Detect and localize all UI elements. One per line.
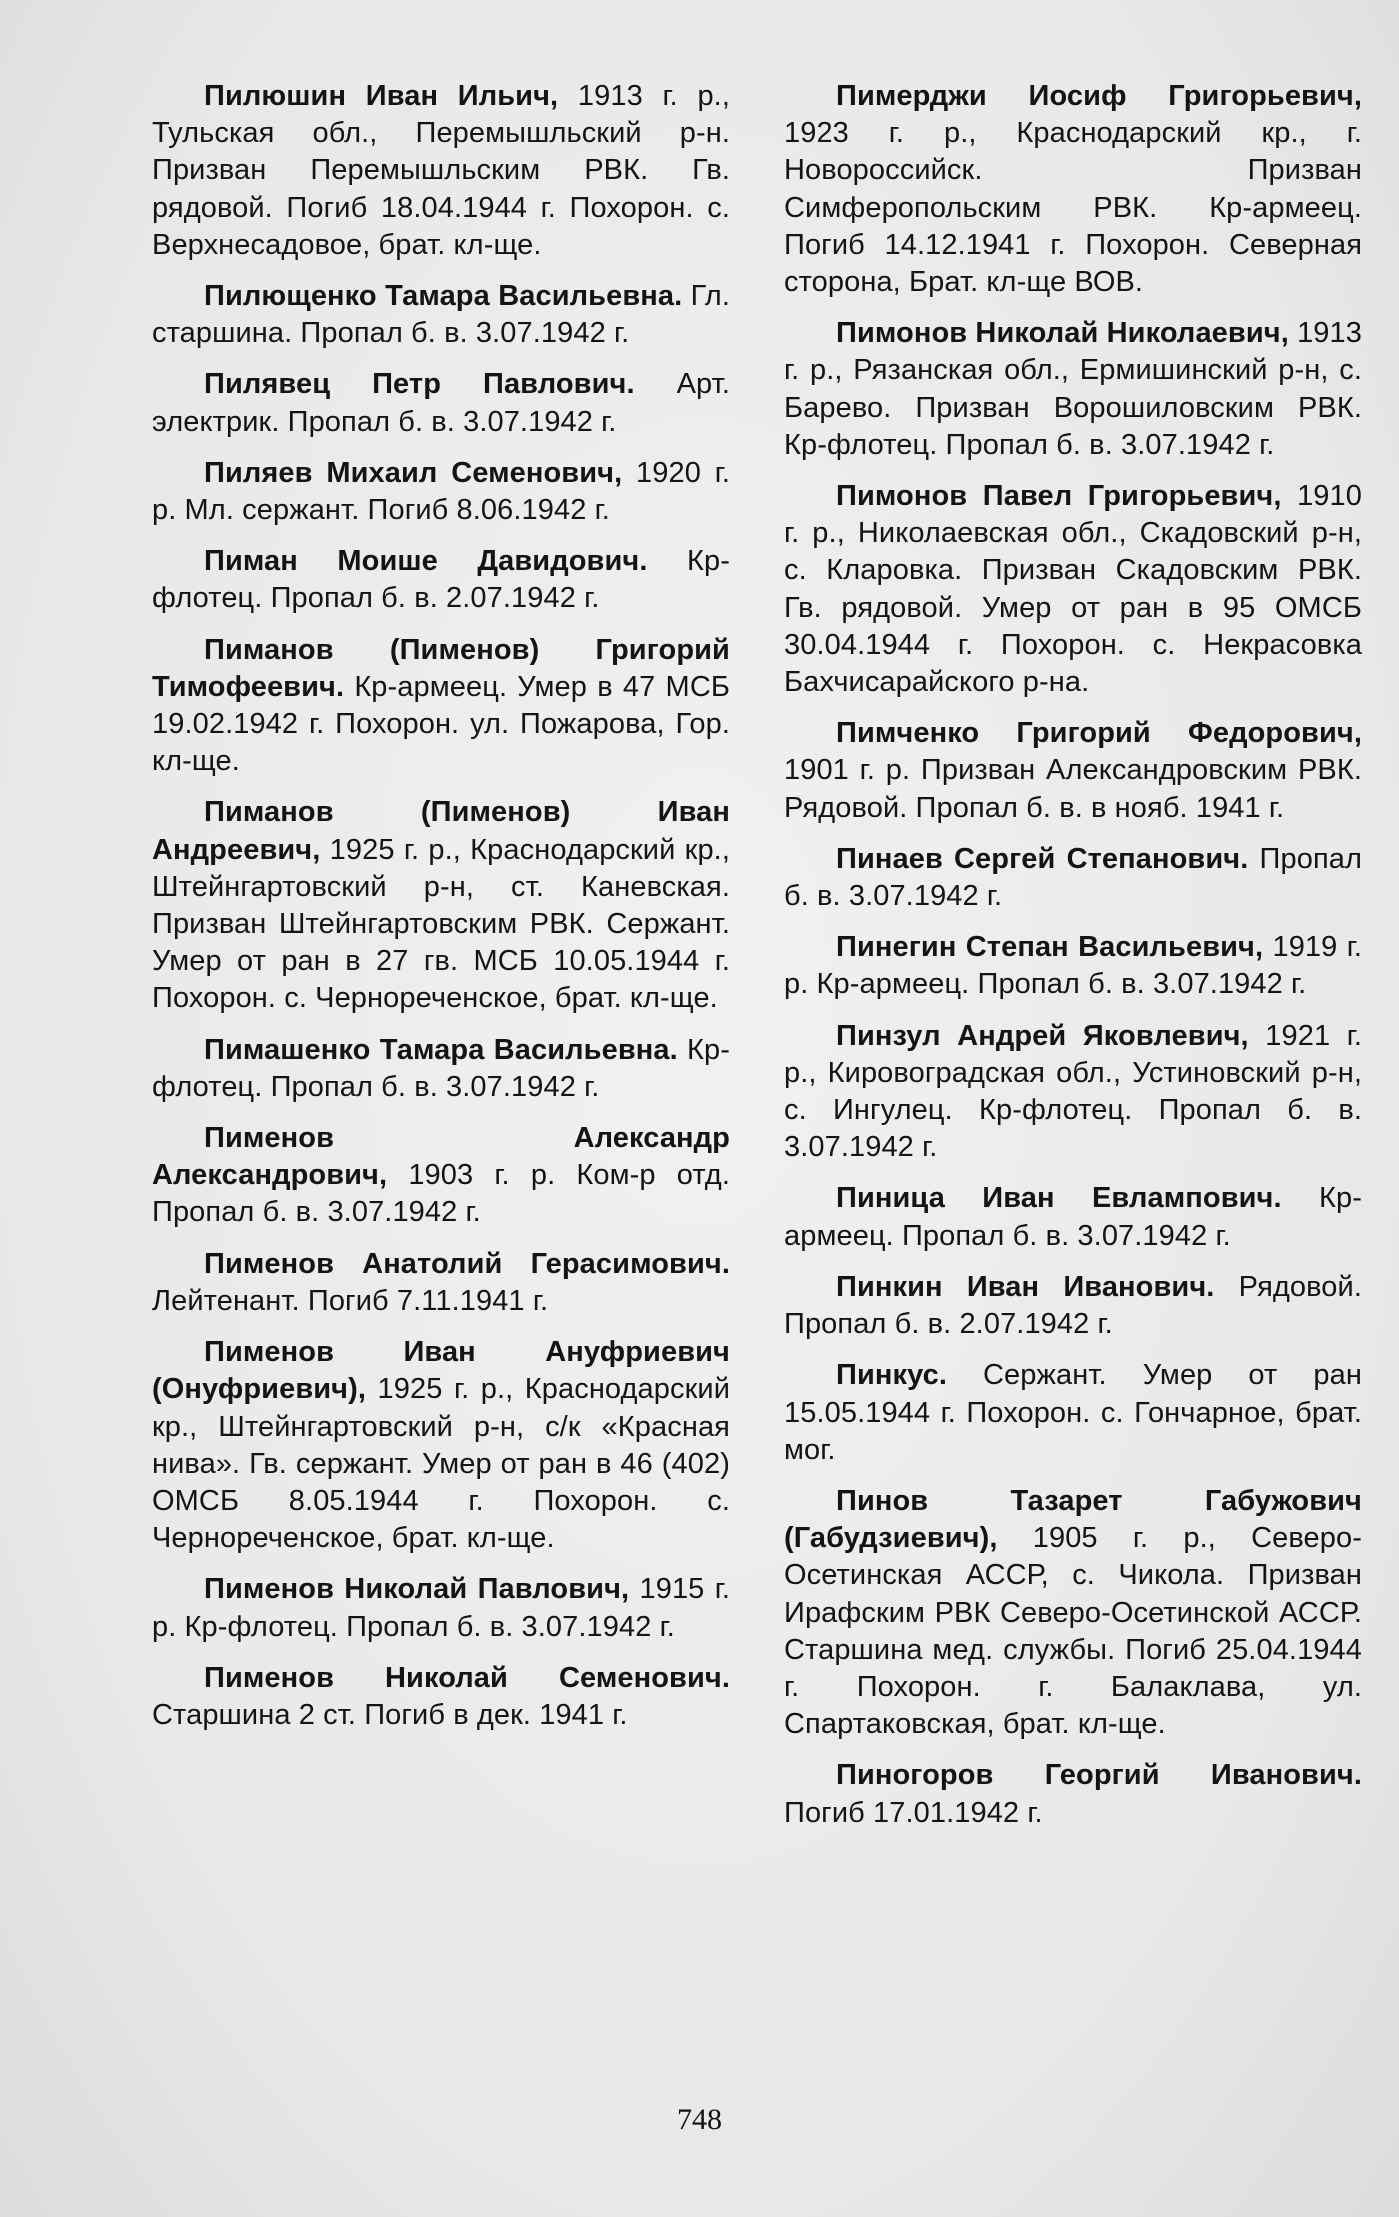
entry-text: 1919 г. р. Кр-армеец. Пропал б. в. 3.07.1942 г. (784, 931, 1362, 1001)
entry-text: Арт. электрик. Пропал б. в. 3.07.1942 г. (152, 368, 730, 438)
entry-text: Гл. старшина. Пропал б. в. 3.07.1942 г. (152, 280, 730, 350)
entry (784, 929, 1362, 1003)
entry-name: Пиман Моише Давидович. (204, 545, 648, 578)
entry (152, 455, 730, 529)
entry-name: Пиманов (Пименов) Иван Андреевич, (152, 796, 730, 866)
entry (784, 1180, 1362, 1254)
entry-name: Пинов Тазарет Габужович (Габудзиевич), (784, 1484, 1362, 1555)
entry (152, 632, 730, 781)
entry-text: 1925 г. р., Краснодарский кр., Штейнгартовский р-н, ст. Каневская. Призван Штейнгартовским РВК. Сержант. Умер от ран в 27 гв. МСБ 10.05.1944 г. Похорон. с. Чернореченское, брат. кл-ще. (152, 833, 730, 1015)
entry-text: 1905 г. р., Северо-Осетинская АССР, с. Чикола. Призван Ирафским РВК Северо-Осетинской АССР. Старшина мед. службы. Погиб 25.04.1944 г. Похорон. г. Балаклава, ул. Спартаковская, брат. кл-ще. (784, 1522, 1362, 1741)
entry-name: Пименов Иван Ануфриевич (Онуфриевич), (152, 1336, 730, 1406)
entry-name: Пимонов Николай Николаевич, (836, 317, 1289, 350)
entry (784, 715, 1362, 827)
entry (152, 1334, 730, 1557)
entry (152, 1032, 730, 1106)
entry-text: 1910 г. р., Николаевская обл., Скадовский р-н, с. Кларовка. Призван Скадовским РВК. Гв. рядовой. Умер от ран в 95 ОМСБ 30.04.1944 г. Похорон. с. Некрасовка Бахчисарайского р-на. (784, 480, 1362, 699)
left-column (152, 78, 730, 1748)
entry-text: Лейтенант. Погиб 7.11.1941 г. (152, 1284, 549, 1317)
entry (152, 366, 730, 440)
entry (152, 1246, 730, 1320)
entry (784, 1483, 1362, 1743)
entry-name: Пилявец Петр Павлович. (204, 368, 635, 401)
entry-name: Пименов Александр Александрович, (152, 1122, 730, 1192)
entry (784, 1357, 1362, 1469)
entry-name: Пимонов Павел Григорьевич, (836, 480, 1282, 513)
entry (152, 543, 730, 617)
entry-text: Рядовой. Пропал б. в. 2.07.1942 г. (784, 1270, 1362, 1341)
entry-name: Пимерджи Иосиф Григорьевич, (836, 80, 1362, 112)
entry-text: 1901 г. р. Призван Александровским РВК. Рядовой. Пропал б. в. в нояб. 1941 г. (784, 754, 1362, 824)
entry-text: 1923 г. р., Краснодарский кр., г. Новороссийск. Призван Симферопольским РВК. Кр-армеец. Погиб 14.12.1941 г. Похорон. Северная сторона, Брат. кл-ще ВОВ. (784, 117, 1362, 299)
entry (784, 478, 1362, 701)
entry (784, 315, 1362, 464)
entry (784, 1269, 1362, 1343)
entry-name: Пилющенко Тамара Васильевна. (204, 280, 683, 313)
entry-text: Сержант. Умер от ран 15.05.1944 г. Похорон. с. Гончарное, брат. мог. (784, 1359, 1362, 1466)
entry-text: Старшина 2 ст. Погиб в дек. 1941 г. (152, 1698, 628, 1731)
entry-text: 1921 г. р., Кировоградская обл., Устиновский р-н, с. Ингулец. Кр-флотец. Пропал б. в. 3.07.1942 г. (784, 1019, 1362, 1164)
entry-name: Пиногоров Георгий Иванович. (836, 1759, 1362, 1792)
entry (152, 1660, 730, 1734)
entry (152, 78, 730, 264)
entry-name: Пинаев Сергей Степанович. (836, 842, 1249, 875)
entry-text: Кр-армеец. Умер в 47 МСБ 19.02.1942 г. Похорон. ул. Пожарова, Гор. кл-ще. (152, 670, 730, 778)
entry-name: Пиница Иван Евлампович. (836, 1182, 1282, 1215)
entry (152, 1571, 730, 1645)
entry-name: Пимченко Григорий Федорович, (836, 717, 1362, 750)
entry-name: Пинкин Иван Иванович. (836, 1270, 1215, 1303)
entry-text: 1913 г. р., Рязанская обл., Ермишинский р-н, с. Барево. Призван Ворошиловским РВК. Кр-флотец. Пропал б. в. 3.07.1942 г. (784, 317, 1362, 461)
entry-text: Погиб 17.01.1942 г. (784, 1796, 1043, 1829)
page-number: 748 (677, 2103, 722, 2136)
right-column (784, 78, 1362, 1846)
entry (784, 1757, 1362, 1831)
entry-name: Пименов Николай Павлович, (204, 1573, 630, 1606)
entry (152, 1120, 730, 1232)
entry-text: 1915 г. р. Кр-флотец. Пропал б. в. 3.07.1942 г. (152, 1573, 730, 1643)
entry-text: 1913 г. р., Тульская обл., Перемышльский р-н. Призван Перемышльским РВК. Гв. рядовой. Погиб 18.04.1944 г. Похорон. с. Верхнесадовое, брат. кл-ще. (152, 80, 731, 261)
entry-name: Пилюшин Иван Ильич, (204, 80, 559, 112)
entry (152, 794, 730, 1017)
entry-name: Пиляев Михаил Семенович, (204, 456, 623, 489)
entry-name: Пименов Николай Семенович. (204, 1661, 730, 1694)
entry-name: Пиманов (Пименов) Григорий Тимофеевич. (152, 633, 730, 703)
entry-text: 1920 г. р. Мл. сержант. Погиб 8.06.1942 г. (152, 456, 730, 527)
entry-text: 1903 г. р. Ком-р отд. Пропал б. в. 3.07.1942 г. (152, 1159, 730, 1229)
entry-text: Кр-флотец. Пропал б. в. 3.07.1942 г. (152, 1033, 731, 1103)
entry-name: Пинкус. (836, 1359, 947, 1392)
entry (784, 841, 1362, 915)
entry-name: Пименов Анатолий Герасимович. (204, 1247, 730, 1280)
entry-name: Пимашенко Тамара Васильевна. (204, 1033, 678, 1066)
entry-name: Пинзул Андрей Яковлевич, (836, 1019, 1249, 1052)
entry-text: Пропал б. в. 3.07.1942 г. (784, 842, 1362, 913)
entry (784, 78, 1362, 301)
entry (784, 1018, 1362, 1167)
entry-text: 1925 г. р., Краснодарский кр., Штейнгартовский р-н, с/к «Красная нива». Гв. сержант. Умер от ран в 46 (402) ОМСБ 8.05.1944 г. Похорон. с. Чернореченское, брат. кл-ще. (152, 1373, 730, 1555)
entry-name: Пинегин Степан Васильевич, (836, 931, 1264, 964)
entry (152, 278, 730, 352)
entry-text: Кр-флотец. Пропал б. в. 2.07.1942 г. (152, 545, 730, 615)
entry-text: Кр-армеец. Пропал б. в. 3.07.1942 г. (784, 1182, 1362, 1252)
